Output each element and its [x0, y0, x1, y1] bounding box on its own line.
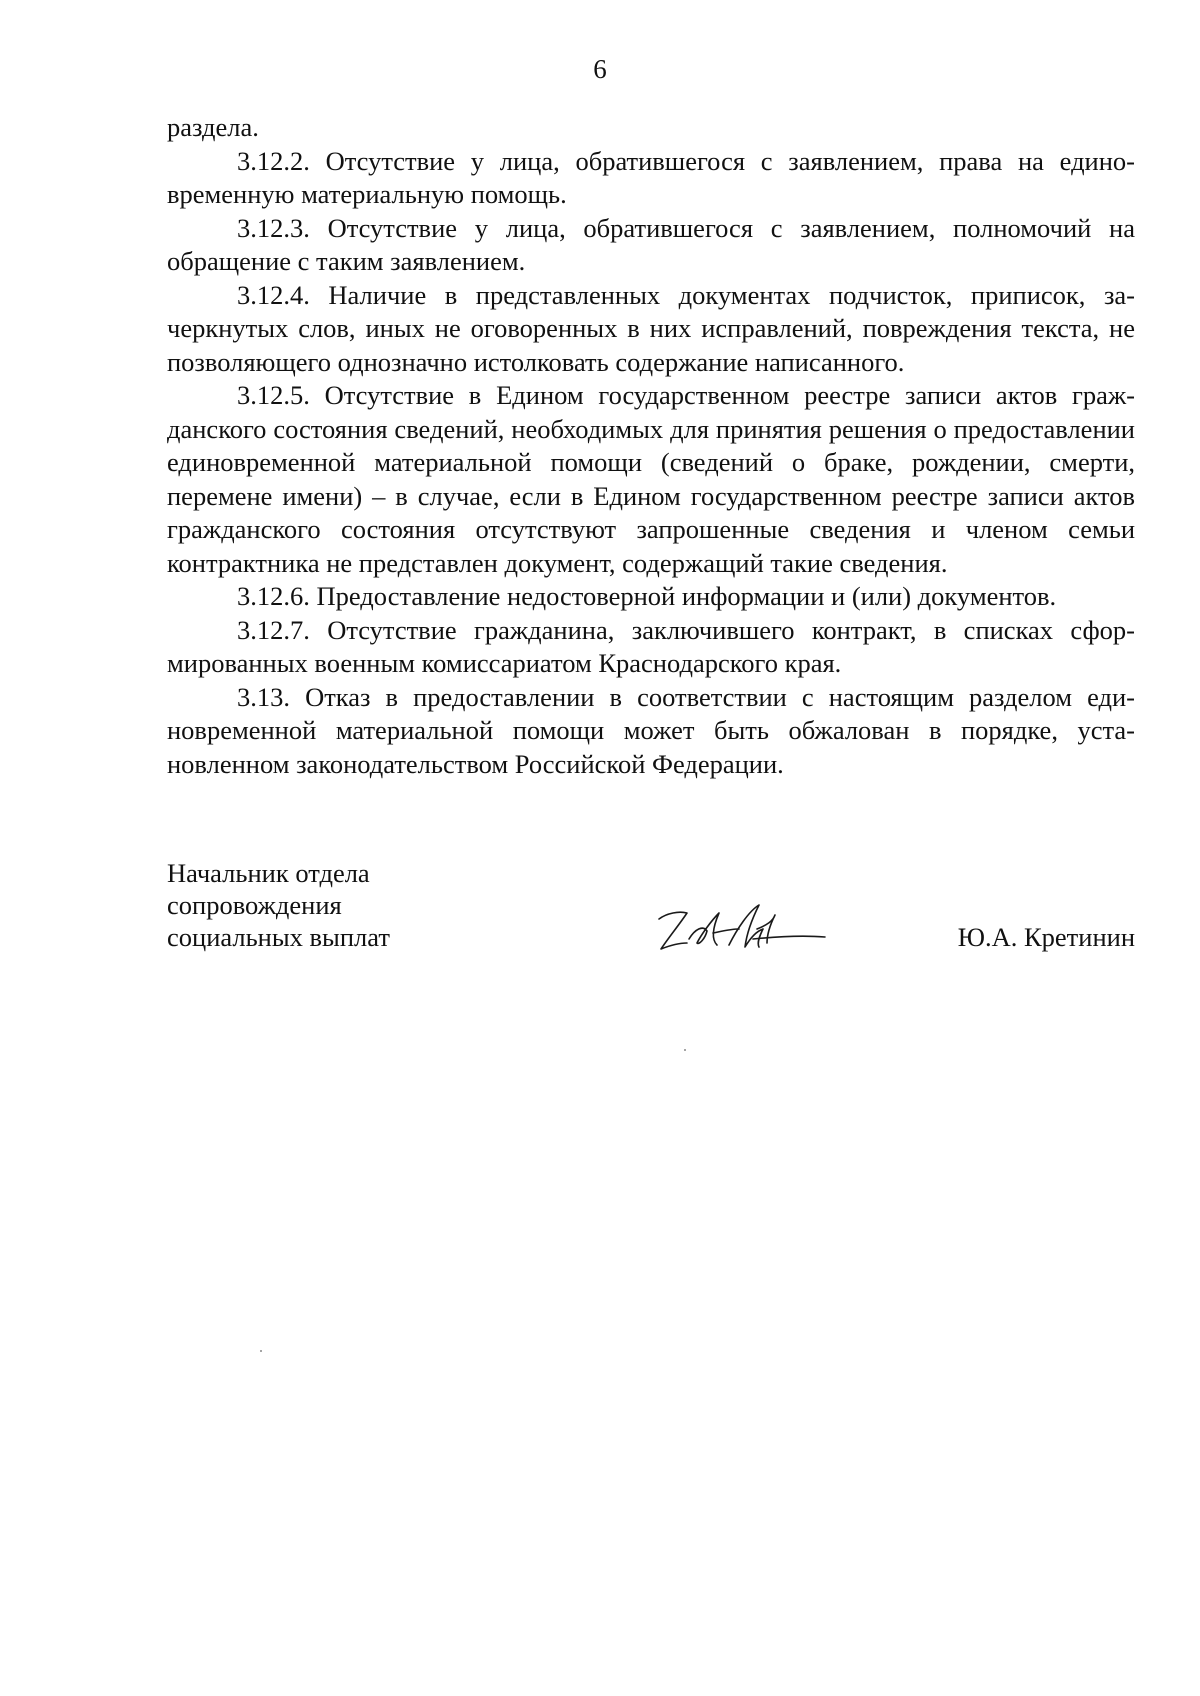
- scan-speck: [260, 1350, 262, 1352]
- paragraph-3-12-2: 3.12.2. Отсутствие у лица, обратившегося с заявлением, права на единовременную материальную помощь.: [167, 145, 1135, 209]
- handwritten-signature: [653, 899, 831, 959]
- paragraph-3-13: 3.13. Отказ в предоставлении в соответствии с настоящим разделом единовременной материальной помощи может быть обжалован в порядке, установленном законодательством Российской Федерации.: [167, 681, 1135, 779]
- paragraph-3-12-5: 3.12.5. Отсутствие в Едином государственном реестре записи актов гражданского состояния сведений, необходимых для принятия решения о предоставлении единовременной материальной помощи (сведений о браке, рождении, смерти, перемене имени) – в случае, если в Едином государственном реестре записи актов гражданского состояния отсутствуют запрошенные сведения и членом семьи контрактника не представлен документ, содержащий такие сведения.: [167, 380, 1135, 578]
- signatory-position-line: социальных выплат: [167, 922, 390, 952]
- signatory-position-line: Начальник отдела: [167, 858, 370, 888]
- paragraph-3-12-6: 3.12.6. Предоставление недостоверной информации и (или) документов.: [237, 581, 1057, 611]
- paragraph-3-12-4: 3.12.4. Наличие в представленных документах подчисток, приписок, зачеркнутых слов, иных не оговоренных в них исправлений, повреждения текста, не позволяющего однозначно истолковать содержание написанного.: [167, 279, 1135, 377]
- document-body: [167, 111, 1135, 781]
- signatory-name: Ю.А. Кретинин: [957, 922, 1135, 952]
- paragraph-3-12-7: 3.12.7. Отсутствие гражданина, заключившего контракт, в списках сформированных военным комиссариатом Краснодарского края.: [167, 614, 1135, 678]
- signatory-position: [167, 857, 547, 953]
- paragraph-continuation: раздела.: [167, 112, 259, 142]
- signature-block: [167, 857, 1135, 967]
- scan-speck: [684, 1049, 686, 1051]
- page-number: 6: [593, 54, 607, 84]
- paragraph-3-12-3: 3.12.3. Отсутствие у лица, обратившегося с заявлением, полномочий на обращение с таким заявлением.: [167, 212, 1135, 276]
- signatory-position-line: сопровождения: [167, 890, 342, 920]
